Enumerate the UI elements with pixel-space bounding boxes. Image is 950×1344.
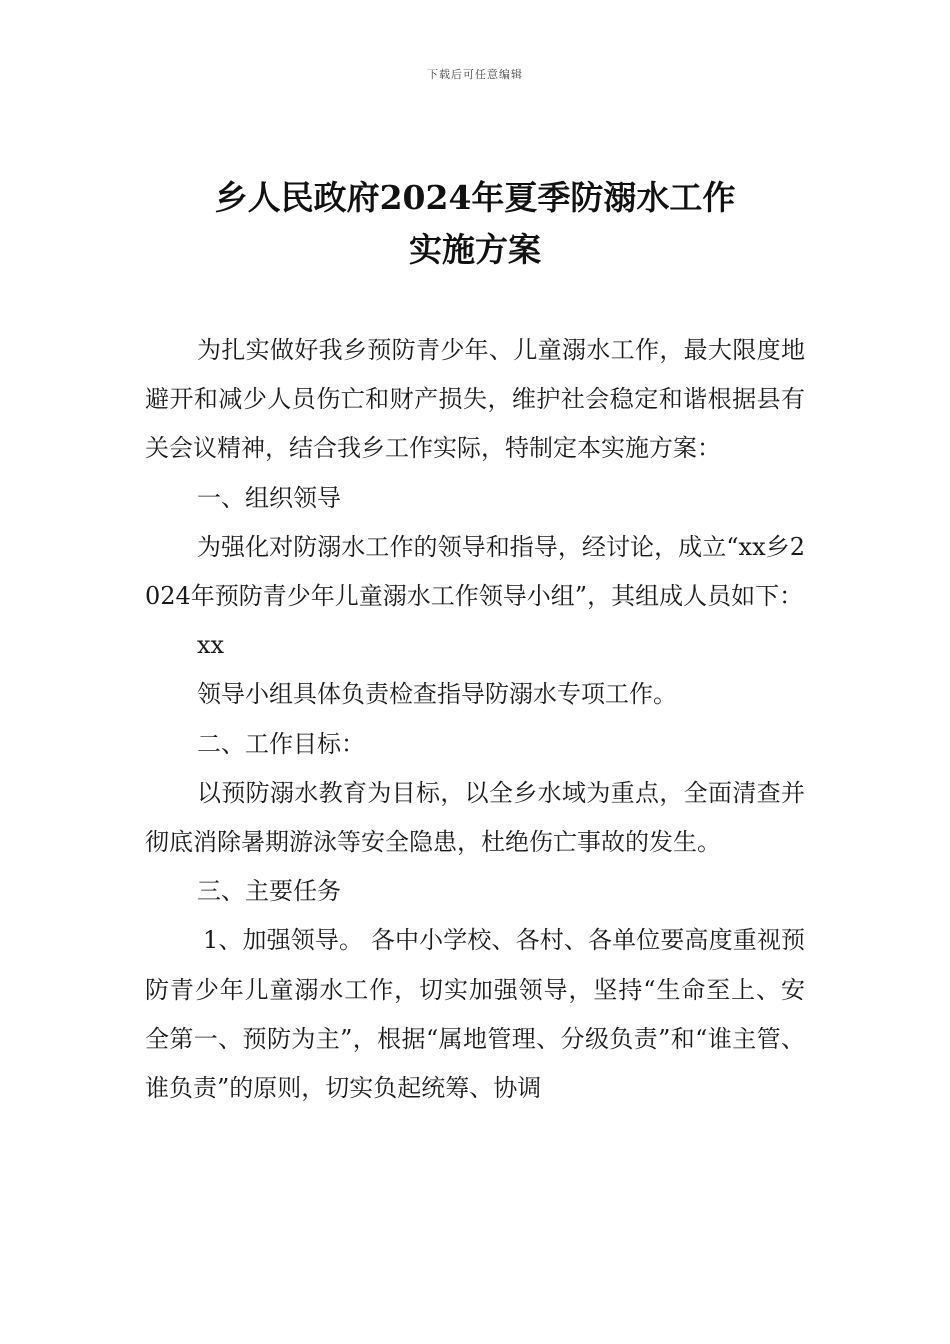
paragraph-intro: 为扎实做好我乡预防青少年、儿童溺水工作，最大限度地避开和减少人员伤亡和财产损失，维护社会稳定和谐根据县有关会议精神，结合我乡工作实际，特制定本实施方案： xyxy=(145,336,805,463)
title-line-2: 实施方案 xyxy=(409,230,541,269)
paragraph-goal: 以预防溺水教育为目标，以全乡水域为重点，全面清查并彻底消除暑期游泳等安全隐患，杜绝伤亡事故的发生。 xyxy=(145,778,805,857)
header-note: 下载后可任意编辑 xyxy=(427,68,523,81)
paragraph-task-1: 1、加强领导。 各中小学校、各村、各单位要高度重视预防青少年儿童溺水工作，切实加强领导，坚持“生命至上、安全第一、预防为主”，根据“属地管理、分级负责”和“谁主管、谁负责”的原则，切实负起统筹、协调 xyxy=(145,926,805,1103)
section-heading-2: 二、工作目标： xyxy=(197,729,365,758)
document-title xyxy=(0,172,950,276)
paragraph-group-duty: 领导小组具体负责检查指导防溺水专项工作。 xyxy=(197,680,677,709)
section-heading-3: 三、主要任务 xyxy=(197,877,341,906)
paragraph-members: xx xyxy=(197,631,225,660)
title-line-1: 乡人民政府2024年夏季防溺水工作 xyxy=(214,178,736,217)
section-heading-1: 一、组织领导 xyxy=(197,483,341,512)
document-body xyxy=(145,326,805,1113)
paragraph-organization: 为强化对防溺水工作的领导和指导，经讨论，成立“xx乡2024年预防青少年儿童溺水工作领导小组”，其组成人员如下： xyxy=(145,532,805,611)
